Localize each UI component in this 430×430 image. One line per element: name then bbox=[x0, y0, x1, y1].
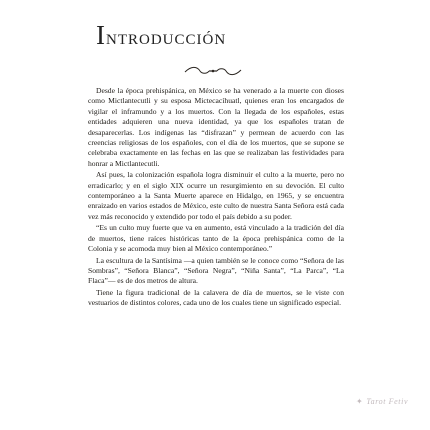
watermark bbox=[356, 397, 408, 406]
chapter-heading bbox=[96, 20, 226, 51]
watermark-text: Tarot Fetiv bbox=[366, 397, 409, 406]
star-icon: ✦ bbox=[356, 397, 364, 406]
body-text bbox=[88, 86, 344, 310]
paragraph-2: Así pues, la colonización española logra disminuir el culto a la muerte, pero no erradicarlo; y en el siglo XIX ocurre un resurgimiento en su devoción. El culto contemporáneo a la Santa Muerte aparece en Hidalgo, en 1965, y se encuentra enraizado en varios estados de México, este culto de nuestra Santa Señora está cada vez más reconocido y extendido por todo el país debido a su poder. bbox=[88, 170, 344, 221]
heading-initial: I bbox=[96, 20, 106, 50]
flourish-ornament-icon bbox=[183, 64, 243, 78]
heading-rest: NTRODUCCIÓN bbox=[106, 32, 227, 48]
paragraph-3: “Es un culto muy fuerte que va en aumento, está vinculado a la tradición del día de muertos, tiene raíces históricas tanto de la época prehispánica como de la Colonia y se acomoda muy bien al México contemporáneo.” bbox=[88, 223, 344, 254]
paragraph-4: La escultura de la Santísima —a quien también se le conoce como “Señora de las Sombras”, “Señora Blanca”, “Señora Negra”, “Niña Santa”, “La Parca”, “La Flaca”— es de dos metros de altura. bbox=[88, 255, 344, 286]
paragraph-5: Tiene la figura tradicional de la calavera de día de muertos, se le viste con vestuarios de distintos colores, cada uno de los cuales tiene un significado especial. bbox=[88, 287, 344, 308]
paragraph-1: Desde la época prehispánica, en México se ha venerado a la muerte con dioses como Mictlantecutli y su esposa Mictecacíhuatl, quienes eran los encargados de vigilar el inframundo y a los muertos. Con la llegada de los españoles, estas entidades adquieren una nueva identidad, ya que los españoles tratan de desaparecerlas. Los indígenas las “disfrazan” y permean de acuerdo con las creencias religiosas de los españoles, con el día de los muertos, que se supone se celebraba exactamente en las fechas en las que se realizaban las festividades para honrar a Mictlantecutli. bbox=[88, 86, 344, 168]
